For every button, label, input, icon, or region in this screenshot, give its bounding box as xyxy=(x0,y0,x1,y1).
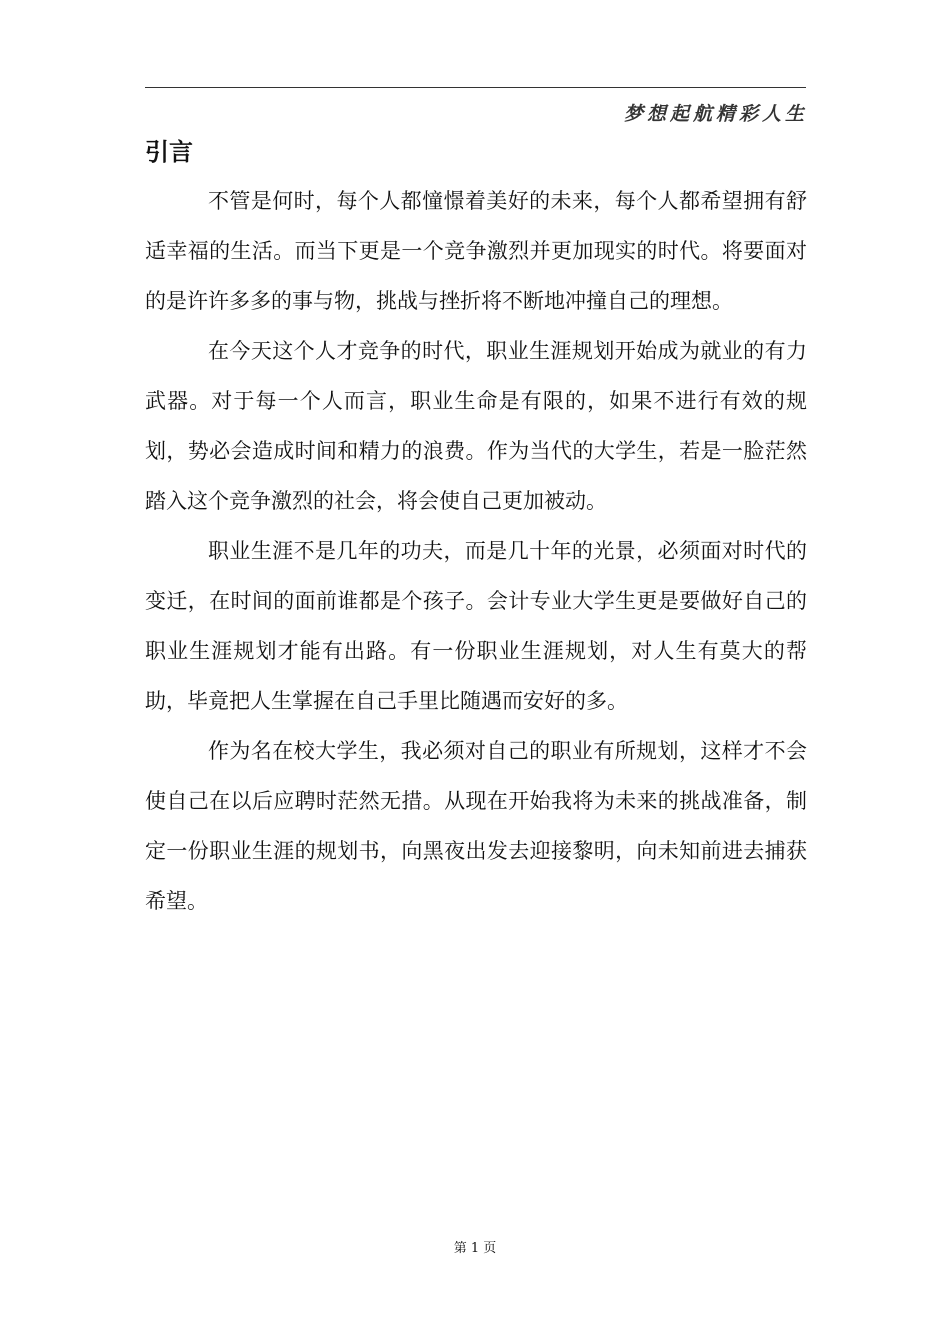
paragraph-2: 在今天这个人才竞争的时代，职业生涯规划开始成为就业的有力武器。对于每一个人而言，职业生命是有限的，如果不进行有效的规划，势必会造成时间和精力的浪费。作为当代的大学生，若是一脸茫然踏入这个竞争激烈的社会，将会使自己更加被动。 xyxy=(145,339,807,513)
header-title: 梦想起航精彩人生 xyxy=(623,103,808,125)
paragraph-4: 作为名在校大学生，我必须对自己的职业有所规划，这样才不会使自己在以后应聘时茫然无措。从现在开始我将为未来的挑战准备，制定一份职业生涯的规划书，向黑夜出发去迎接黎明，向未知前进去捕获希望。 xyxy=(145,739,807,913)
header-divider xyxy=(145,87,806,88)
paragraph-1: 不管是何时，每个人都憧憬着美好的未来，每个人都希望拥有舒适幸福的生活。而当下更是一个竞争激烈并更加现实的时代。将要面对的是许许多多的事与物，挑战与挫折将不断地冲撞自己的理想。 xyxy=(145,189,807,313)
paragraph-3: 职业生涯不是几年的功夫，而是几十年的光景，必须面对时代的变迁，在时间的面前谁都是个孩子。会计专业大学生更是要做好自己的职业生涯规划才能有出路。有一份职业生涯规划，对人生有莫大的帮助，毕竟把人生掌握在自己手里比随遇而安好的多。 xyxy=(145,539,807,713)
page-number: 第 1 页 xyxy=(453,1241,497,1256)
section-heading: 引言 xyxy=(145,138,193,166)
body-text xyxy=(145,176,807,926)
